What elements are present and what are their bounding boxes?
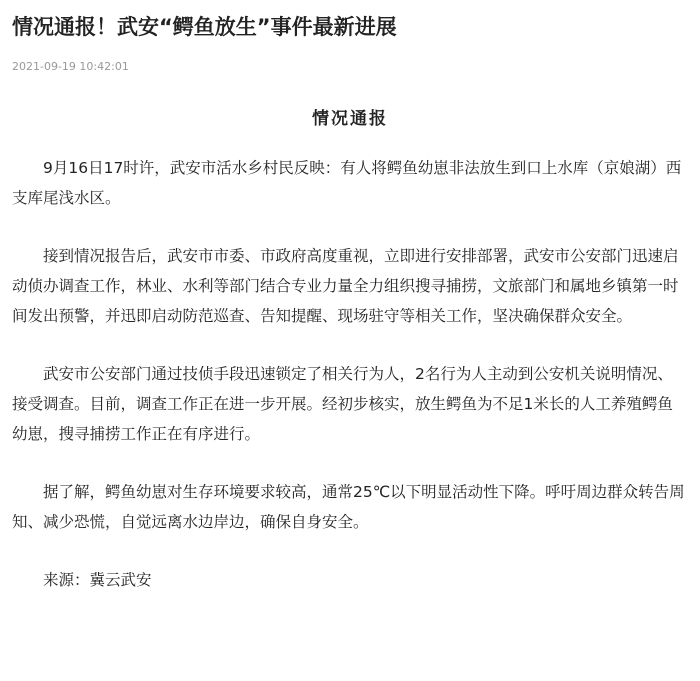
article-title: 情况通报！武安“鳄鱼放生”事件最新进展 xyxy=(12,15,397,39)
paragraph-safety-advice: 据了解，鳄鱼幼崽对生存环境要求较高，通常25℃以下明显活动性下降。呼吁周边群众转告周知、减少恐慌，自觉远离水边岸边，确保自身安全。 xyxy=(12,483,685,531)
paragraph-investigation: 武安市公安部门通过技侦手段迅速锁定了相关行为人，2名行为人主动到公安机关说明情况、接受调查。目前，调查工作正在进一步开展。经初步核实，放生鳄鱼为不足1米长的人工养殖鳄鱼幼崽，搜寻捕捞工作正在有序进行。 xyxy=(12,365,673,443)
paragraph-response-measures: 接到情况报告后，武安市市委、市政府高度重视，立即进行安排部署，武安市公安部门迅速启动侦办调查工作，林业、水利等部门结合专业力量全力组织搜寻捕捞，文旅部门和属地乡镇第一时间发出预警，并迅即启动防范巡查、告知提醒、现场驻守等相关工作，坚决确保群众安全。 xyxy=(12,247,679,325)
paragraph-source: 来源：冀云武安 xyxy=(43,571,152,589)
paragraph-incident-report: 9月16日17时许，武安市活水乡村民反映：有人将鳄鱼幼崽非法放生到口上水库（京娘湖）西支库尾浅水区。 xyxy=(12,159,682,207)
notice-heading: 情况通报 xyxy=(312,109,388,129)
publish-timestamp: 2021-09-19 10:42:01 xyxy=(12,60,129,73)
